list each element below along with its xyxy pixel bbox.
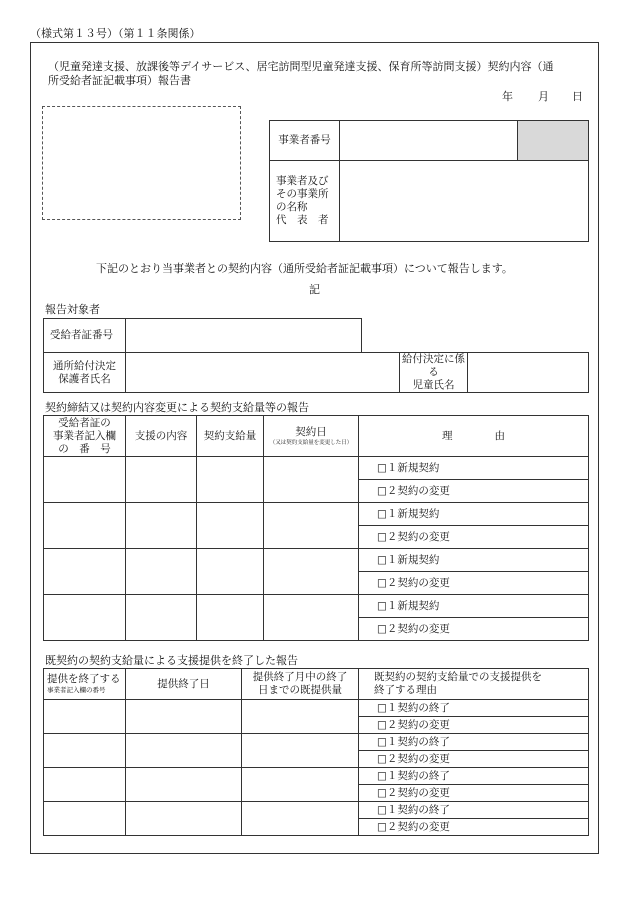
col2-end-date: 提供終了日 xyxy=(126,669,242,700)
provider-name-label-4: 代 表 者 xyxy=(276,214,329,226)
stamp-area[interactable] xyxy=(42,106,241,220)
amount-cell[interactable] xyxy=(197,595,264,641)
provider-name-label-3: の名称 xyxy=(276,201,308,213)
guardian-name-field[interactable] xyxy=(126,353,400,393)
date-cell[interactable] xyxy=(264,503,359,549)
entry-cell[interactable] xyxy=(44,700,126,734)
provider-name-label-1: 事業者及び xyxy=(276,175,329,187)
section2-heading: 既契約の契約支給量による支援提供を終了した報告 xyxy=(45,654,298,667)
support-cell[interactable] xyxy=(126,457,197,503)
end-date-cell[interactable] xyxy=(126,768,242,802)
option-new-contract[interactable]: □１新規契約 xyxy=(359,595,589,618)
amount-cell[interactable] xyxy=(197,549,264,595)
provider-table xyxy=(269,120,589,242)
end-date-cell[interactable] xyxy=(126,700,242,734)
option-new-contract[interactable]: □１新規契約 xyxy=(359,549,589,572)
col-reason: 理 由 xyxy=(359,416,589,457)
child-label-2: 児童氏名 xyxy=(412,379,455,391)
option-contract-change[interactable]: □２契約の変更 xyxy=(359,751,589,768)
col-entry-3: の 番 号 xyxy=(58,442,111,455)
end-date-cell[interactable] xyxy=(126,802,242,836)
provider-shaded-cell xyxy=(518,121,589,161)
col-support: 支援の内容 xyxy=(126,416,197,457)
option-contract-end[interactable]: □１契約の終了 xyxy=(359,734,589,751)
provider-name-field[interactable] xyxy=(340,161,589,242)
col2-entry: 提供を終了する xyxy=(47,673,121,685)
contract-table xyxy=(43,415,589,641)
col2-entry-note: 事業者記入欄の番号 xyxy=(47,686,106,694)
option-change-contract[interactable]: □２契約の変更 xyxy=(359,618,589,641)
option-contract-end[interactable]: □１契約の終了 xyxy=(359,802,589,819)
form-number: （様式第１３号）（第１１条関係） xyxy=(30,27,201,40)
date-month: 月 xyxy=(538,90,549,103)
entry-cell[interactable] xyxy=(44,802,126,836)
option-change-contract[interactable]: □２契約の変更 xyxy=(359,526,589,549)
col-amount: 契約支給量 xyxy=(197,416,264,457)
col2-used-1: 提供終了月中の終了 xyxy=(252,671,348,683)
date-cell[interactable] xyxy=(264,549,359,595)
used-cell[interactable] xyxy=(242,768,359,802)
provider-number-field[interactable] xyxy=(340,121,518,161)
col2-reason-1: 既契約の契約支給量での支援提供を xyxy=(374,671,542,683)
used-cell[interactable] xyxy=(242,802,359,836)
provider-name-label-2: その事業所 xyxy=(276,188,329,200)
option-contract-end[interactable]: □１契約の終了 xyxy=(359,700,589,717)
entry-cell[interactable] xyxy=(44,595,126,641)
entry-cell[interactable] xyxy=(44,457,126,503)
amount-cell[interactable] xyxy=(197,457,264,503)
col-entry-2: 事業者記入欄 xyxy=(53,429,116,442)
support-cell[interactable] xyxy=(126,595,197,641)
support-cell[interactable] xyxy=(126,503,197,549)
col-date-note: （又は契約支給量を変更した日） xyxy=(269,439,353,446)
form-title-line2: 所受給者証記載事項）報告書 xyxy=(48,74,191,87)
date-day: 日 xyxy=(572,90,583,103)
date-year: 年 xyxy=(502,90,513,103)
blank-cell xyxy=(362,319,589,353)
date-cell[interactable] xyxy=(264,595,359,641)
support-cell[interactable] xyxy=(126,549,197,595)
used-cell[interactable] xyxy=(242,734,359,768)
child-label-1: 給付決定に係る xyxy=(402,353,465,378)
entry-cell[interactable] xyxy=(44,503,126,549)
target-heading: 報告対象者 xyxy=(45,303,100,316)
entry-cell[interactable] xyxy=(44,768,126,802)
guardian-label-2: 保護者氏名 xyxy=(58,372,111,385)
ki-label: 記 xyxy=(309,283,320,296)
col2-used-2: 日までの既提供量 xyxy=(258,684,342,696)
entry-cell[interactable] xyxy=(44,734,126,768)
date-cell[interactable] xyxy=(264,457,359,503)
option-contract-end[interactable]: □１契約の終了 xyxy=(359,768,589,785)
option-change-contract[interactable]: □２契約の変更 xyxy=(359,572,589,595)
cert-number-field[interactable] xyxy=(126,319,362,353)
termination-table xyxy=(43,668,589,836)
provider-number-label: 事業者番号 xyxy=(270,121,340,161)
form-title-line1: （児童発達支援、放課後等デイサービス、居宅訪問型児童発達支援、保育所等訪問支援）契約内容（通 xyxy=(48,60,554,73)
option-contract-change[interactable]: □２契約の変更 xyxy=(359,819,589,836)
amount-cell[interactable] xyxy=(197,503,264,549)
used-cell[interactable] xyxy=(242,700,359,734)
cert-number-label: 受給者証番号 xyxy=(44,319,126,353)
option-change-contract[interactable]: □２契約の変更 xyxy=(359,480,589,503)
guardian-label-1: 通所給付決定 xyxy=(53,359,116,372)
option-new-contract[interactable]: □１新規契約 xyxy=(359,503,589,526)
option-new-contract[interactable]: □１新規契約 xyxy=(359,457,589,480)
option-contract-change[interactable]: □２契約の変更 xyxy=(359,717,589,734)
col-date: 契約日 xyxy=(295,425,327,438)
col-entry-1: 受給者証の xyxy=(58,416,111,429)
entry-cell[interactable] xyxy=(44,549,126,595)
intro-text: 下記のとおり当事業者との契約内容（通所受給者証記載事項）について報告します。 xyxy=(96,262,513,275)
option-contract-change[interactable]: □２契約の変更 xyxy=(359,785,589,802)
col2-reason-2: 終了する理由 xyxy=(374,684,437,696)
child-name-field[interactable] xyxy=(468,353,589,393)
target-table xyxy=(43,318,589,393)
end-date-cell[interactable] xyxy=(126,734,242,768)
section1-heading: 契約締結又は契約内容変更による契約支給量等の報告 xyxy=(45,401,309,414)
